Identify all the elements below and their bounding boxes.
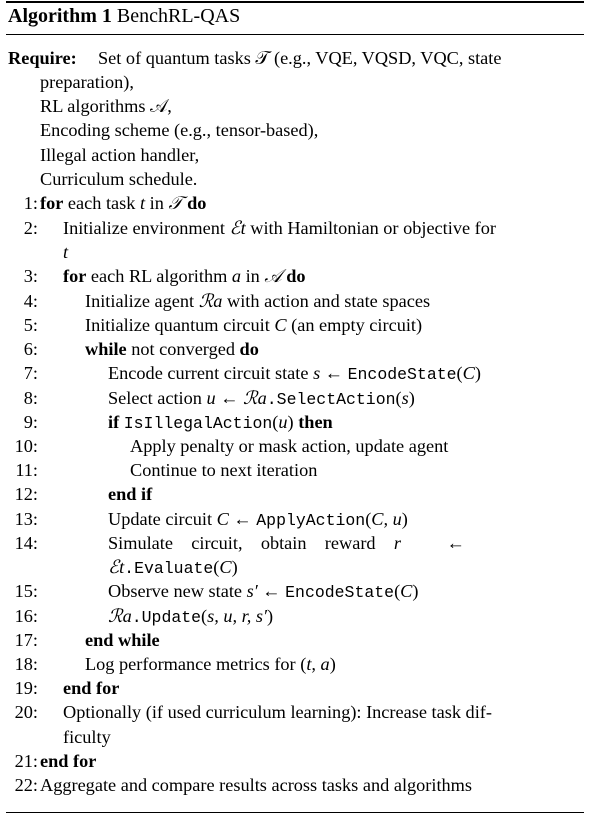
line-text: in <box>241 266 265 286</box>
line-text: ℛ <box>198 291 214 311</box>
line-text: Optionally (if used curriculum learning): Increase task dif- <box>63 702 492 722</box>
line-text: ( <box>456 363 463 383</box>
line-text: Log performance metrics for ( <box>85 654 307 674</box>
line-text: each task <box>63 193 140 213</box>
algorithm-line <box>40 773 472 797</box>
algorithm-label: Algorithm 1 <box>8 5 112 27</box>
line-text: ℛ <box>243 388 258 408</box>
line-text: t <box>63 242 69 262</box>
line-number: 12: <box>14 484 38 504</box>
keyword: end for <box>63 678 120 698</box>
line-text: with action and state spaces <box>222 291 431 311</box>
line-text: s′ <box>246 581 258 601</box>
line-number: 10: <box>14 436 38 456</box>
line-text: u <box>278 412 288 432</box>
algorithm-name: BenchRL-QAS <box>116 5 241 27</box>
line-text: 𝒯 <box>168 193 183 213</box>
line-text: in <box>145 193 169 213</box>
title-rule <box>6 34 584 35</box>
line-number: 8: <box>23 388 38 408</box>
algorithm-line <box>63 725 111 749</box>
keyword: do <box>239 339 259 359</box>
line-text: a <box>257 388 267 408</box>
algorithm-title <box>8 4 240 28</box>
line-text: Update circuit <box>108 509 217 529</box>
line-text: a <box>213 291 223 311</box>
line-text: Continue to next iteration <box>130 460 318 480</box>
line-text: not converged <box>126 339 240 359</box>
keyword: end while <box>85 630 160 650</box>
line-text: ← <box>320 363 348 383</box>
algorithm-line <box>108 386 415 412</box>
line-text: ) <box>412 581 419 601</box>
line-text: Apply penalty or mask action, update agent <box>130 436 449 456</box>
line-number: 14: <box>14 533 38 553</box>
require-line: Curriculum schedule. <box>40 169 198 189</box>
line-text: t <box>140 193 146 213</box>
require-line: Set of quantum tasks 𝒯 (e.g., VQE, VQSD, VQC, state <box>98 48 502 68</box>
line-text: C <box>400 581 413 601</box>
line-text: a <box>122 606 132 626</box>
algorithm-line <box>130 458 317 482</box>
function-name: IsIllegalAction <box>123 414 273 433</box>
require-line: RL algorithms 𝒜, <box>40 96 172 116</box>
algorithm-line <box>108 555 238 581</box>
algorithm-line <box>130 434 448 458</box>
line-text: Observe new state <box>108 581 247 601</box>
line-text: Encode current circuit state <box>108 363 314 383</box>
line-number: 21: <box>14 751 38 771</box>
algorithm-line <box>63 700 492 724</box>
line-text: ( <box>365 509 372 529</box>
line-number: 17: <box>14 630 38 650</box>
line-text: ← <box>257 581 286 601</box>
algorithm-line <box>85 652 336 676</box>
algorithm-line <box>108 579 418 605</box>
keyword: then <box>298 412 333 432</box>
line-number: 16: <box>14 606 38 626</box>
line-text: 𝒜 <box>264 266 282 286</box>
line-number: 9: <box>23 412 38 432</box>
line-text: u <box>206 388 216 408</box>
line-number: 13: <box>14 509 38 529</box>
line-text: ( <box>395 388 402 408</box>
algorithm-line <box>85 289 430 313</box>
require-keyword: Require: <box>8 48 77 68</box>
line-text: t <box>240 218 246 238</box>
line-text: ) <box>401 509 408 529</box>
line-number: 7: <box>23 363 38 383</box>
line-text: Aggregate and compare results across tasks and algorithms <box>40 775 473 795</box>
require-line: preparation), <box>40 72 134 92</box>
line-text: each RL algorithm <box>86 266 232 286</box>
algorithm-line <box>85 628 160 652</box>
line-text: ← <box>400 533 465 553</box>
line-number: 19: <box>14 678 38 698</box>
line-number: 22: <box>14 775 38 795</box>
line-text: ℰ <box>229 218 241 238</box>
require-line: Illegal action handler, <box>40 145 200 165</box>
line-text: Initialize quantum circuit <box>85 315 275 335</box>
line-text: Initialize environment <box>63 218 230 238</box>
line-text: s, u, r, s′ <box>207 606 268 626</box>
keyword: while <box>85 339 127 359</box>
line-text: ) <box>231 557 238 577</box>
line-text: ( <box>394 581 401 601</box>
keyword: if <box>108 412 120 432</box>
function-name: .SelectAction <box>266 390 396 409</box>
line-text: C <box>216 509 229 529</box>
algorithm-line <box>108 604 273 630</box>
line-text: Select action <box>108 388 207 408</box>
algorithm-line <box>108 482 152 506</box>
line-text: ( <box>272 412 279 432</box>
line-number: 6: <box>23 339 38 359</box>
algorithm-line <box>108 361 481 387</box>
line-text: (an empty circuit) <box>286 315 423 335</box>
line-text: ( <box>213 557 220 577</box>
line-number: 15: <box>14 581 38 601</box>
line-text: a <box>231 266 242 286</box>
algorithm-line <box>108 531 465 555</box>
line-number: 5: <box>23 315 38 335</box>
algorithm-line <box>63 264 306 288</box>
algorithm-line <box>108 507 408 533</box>
line-text: ℛ <box>108 606 123 626</box>
line-number: 1: <box>23 193 38 213</box>
line-text: s <box>313 363 321 383</box>
keyword: do <box>286 266 306 286</box>
line-text: C <box>462 363 475 383</box>
line-text: ← <box>228 509 257 529</box>
line-text: ficulty <box>63 727 111 747</box>
algorithm-line <box>108 410 333 436</box>
function-name: EncodeState <box>347 365 457 384</box>
keyword: end for <box>40 751 97 771</box>
require-line: Encoding scheme (e.g., tensor-based), <box>40 120 319 140</box>
bottom-rule <box>6 812 584 813</box>
line-text: ) <box>287 412 299 432</box>
line-text: ℰ <box>108 557 120 577</box>
line-text: ) <box>408 388 415 408</box>
function-name: ApplyAction <box>256 511 366 530</box>
line-number: 3: <box>23 266 38 286</box>
line-text: ) <box>474 363 481 383</box>
line-text: ) <box>267 606 274 626</box>
keyword: for <box>40 193 64 213</box>
line-text: with Hamiltonian or objective for <box>245 218 496 238</box>
algorithm-line <box>40 749 96 773</box>
top-rule <box>6 1 584 3</box>
function-name: .Evaluate <box>124 559 214 578</box>
keyword: for <box>63 266 87 286</box>
line-text: C, u <box>371 509 402 529</box>
line-text: C <box>274 315 287 335</box>
keyword: do <box>187 193 207 213</box>
line-text: C <box>219 557 232 577</box>
line-text: s <box>401 388 409 408</box>
algorithm-line <box>40 191 206 215</box>
keyword: end if <box>108 484 153 504</box>
line-text: t, a <box>306 654 330 674</box>
line-number: 20: <box>14 702 38 722</box>
line-text: r <box>393 533 401 553</box>
line-number: 2: <box>23 218 38 238</box>
algorithm-line <box>63 240 68 264</box>
line-text: ) <box>329 654 336 674</box>
function-name: .Update <box>131 608 202 627</box>
line-number: 11: <box>15 460 38 480</box>
line-number: 18: <box>14 654 38 674</box>
line-text: Simulate circuit, obtain reward <box>108 533 394 553</box>
function-name: EncodeState <box>285 583 395 602</box>
algorithm-line <box>85 337 259 361</box>
algorithm-line <box>63 676 119 700</box>
line-text: t <box>119 557 125 577</box>
algorithm-line <box>63 216 496 240</box>
line-text: ← <box>215 388 244 408</box>
line-text: ( <box>201 606 208 626</box>
algorithm-line <box>85 313 422 337</box>
line-text: Initialize agent <box>85 291 199 311</box>
line-number: 4: <box>23 291 38 311</box>
